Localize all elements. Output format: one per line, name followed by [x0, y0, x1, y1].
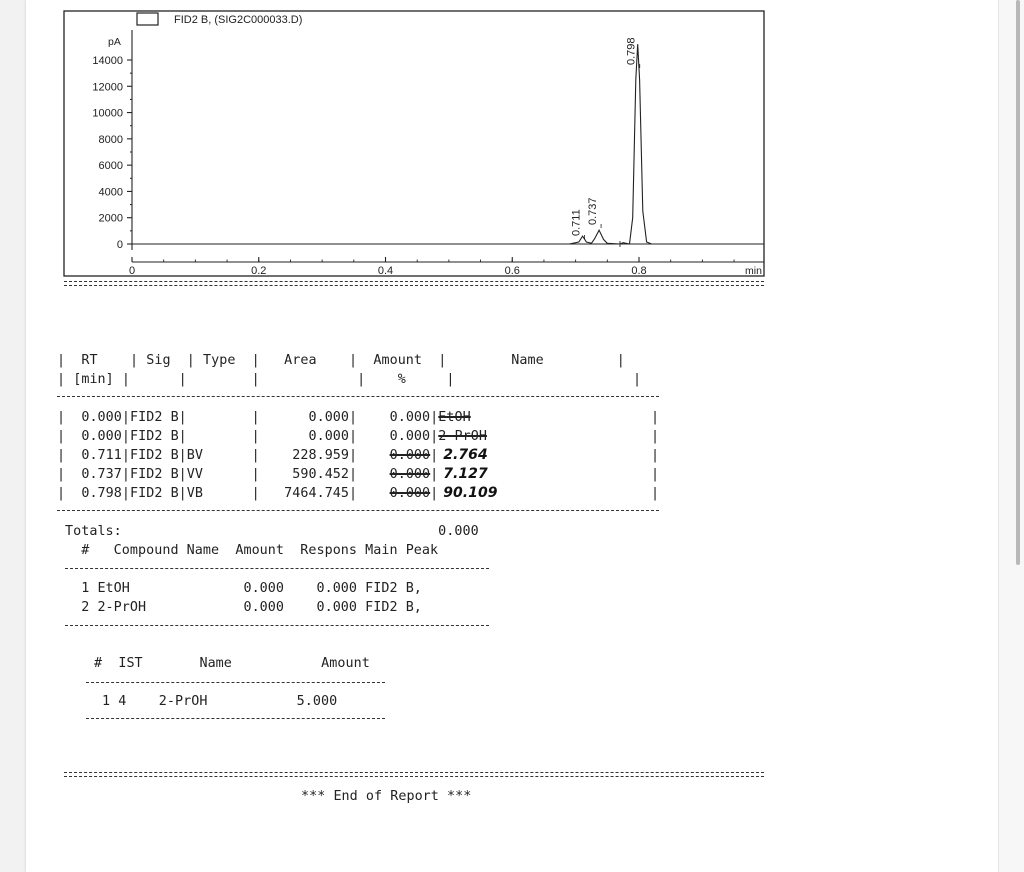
legend-swatch [137, 13, 158, 25]
row-sep: | [430, 429, 439, 444]
y-tick-label: 8000 [98, 133, 123, 146]
handwritten-amount: 90.109 [438, 485, 498, 501]
compound-row: 2 2-PrOH 0.000 0.000 FID2 B, [65, 600, 422, 615]
row-name: EtOH [438, 410, 471, 425]
row-sep: | [430, 410, 439, 425]
table-row [57, 408, 660, 427]
x-unit-label: min [745, 265, 762, 277]
y-tick-label: 0 [116, 239, 123, 251]
istd-footer-rule [86, 718, 385, 719]
row-end-bar: | [651, 486, 660, 501]
totals-row: Totals: 0.000 [65, 524, 479, 539]
chromatogram-trace [132, 44, 764, 244]
x-tick-label: 0.4 [377, 265, 394, 277]
x-tick-label: 0.8 [631, 265, 647, 277]
table-footer-rule [57, 510, 659, 511]
chart-title: FID2 B, (SIG2C000033.D) [174, 14, 303, 26]
row-name: 2-PrOH [438, 429, 487, 444]
row-values: | 0.000|FID2 B| | 0.000| [57, 410, 390, 425]
row-end-bar: | [651, 410, 660, 425]
row-values: | 0.737|FID2 B|VV | 590.452| [57, 467, 390, 482]
row-amount: 0.000 [389, 467, 431, 482]
compound-header-rule [65, 568, 489, 569]
row-end-bar: | [651, 448, 660, 463]
row-sep: | [430, 467, 439, 482]
table-row [57, 427, 660, 446]
x-tick-label: 0.6 [504, 265, 520, 277]
table-row [57, 446, 660, 465]
istd-header-rule [86, 682, 385, 683]
table-row [57, 465, 660, 484]
double-rule [64, 281, 764, 286]
y-tick-label: 14000 [92, 55, 123, 67]
row-amount: 0.000 [389, 486, 431, 501]
row-values: | 0.798|FID2 B|VB | 7464.745| [57, 486, 390, 501]
peak-label: 0.711 [570, 209, 583, 236]
row-sep: | [430, 486, 439, 501]
table-header-rule [57, 396, 659, 397]
x-tick-label: 0 [128, 265, 136, 277]
peak-labels [571, 37, 640, 247]
y-unit-label: pA [108, 36, 121, 48]
table-header-row: | RT | Sig | Type | Area | Amount | Name | [57, 353, 625, 368]
y-ticks [92, 55, 132, 251]
footer-double-rule [64, 772, 764, 777]
y-tick-label: 10000 [92, 107, 123, 120]
table-unit-row: | [min] | | | | % | | [57, 372, 642, 387]
row-values: | 0.000|FID2 B| | 0.000| [57, 429, 390, 444]
istd-row: 1 4 2-PrOH 5.000 [102, 694, 338, 709]
handwritten-amount: 2.764 [438, 447, 488, 463]
end-of-report: *** End of Report *** [301, 789, 472, 804]
y-tick-label: 12000 [92, 81, 123, 94]
peak-label: 0.798 [625, 37, 638, 65]
compound-row: 1 EtOH 0.000 0.000 FID2 B, [65, 581, 422, 596]
compound-header: # Compound Name Amount Respons Main Peak [65, 543, 439, 558]
row-amount: 0.000 [389, 410, 431, 425]
row-values: | 0.711|FID2 B|BV | 228.959| [57, 448, 390, 463]
peak-label: 0.737 [587, 197, 600, 225]
compound-footer-rule [65, 625, 489, 626]
x-ticks [129, 257, 734, 277]
x-tick-label: 0.2 [251, 265, 267, 277]
y-tick-label: 2000 [98, 212, 123, 225]
chromatogram-chart [0, 0, 1024, 300]
row-end-bar: | [651, 429, 660, 444]
row-end-bar: | [651, 467, 660, 482]
y-tick-label: 6000 [98, 160, 123, 173]
table-row [57, 484, 660, 503]
row-amount: 0.000 [389, 448, 431, 463]
row-sep: | [430, 448, 439, 463]
plot-frame [64, 11, 764, 276]
istd-header: # IST Name Amount [94, 656, 370, 671]
row-amount: 0.000 [389, 429, 431, 444]
y-tick-label: 4000 [98, 186, 123, 199]
handwritten-amount: 7.127 [438, 466, 488, 482]
